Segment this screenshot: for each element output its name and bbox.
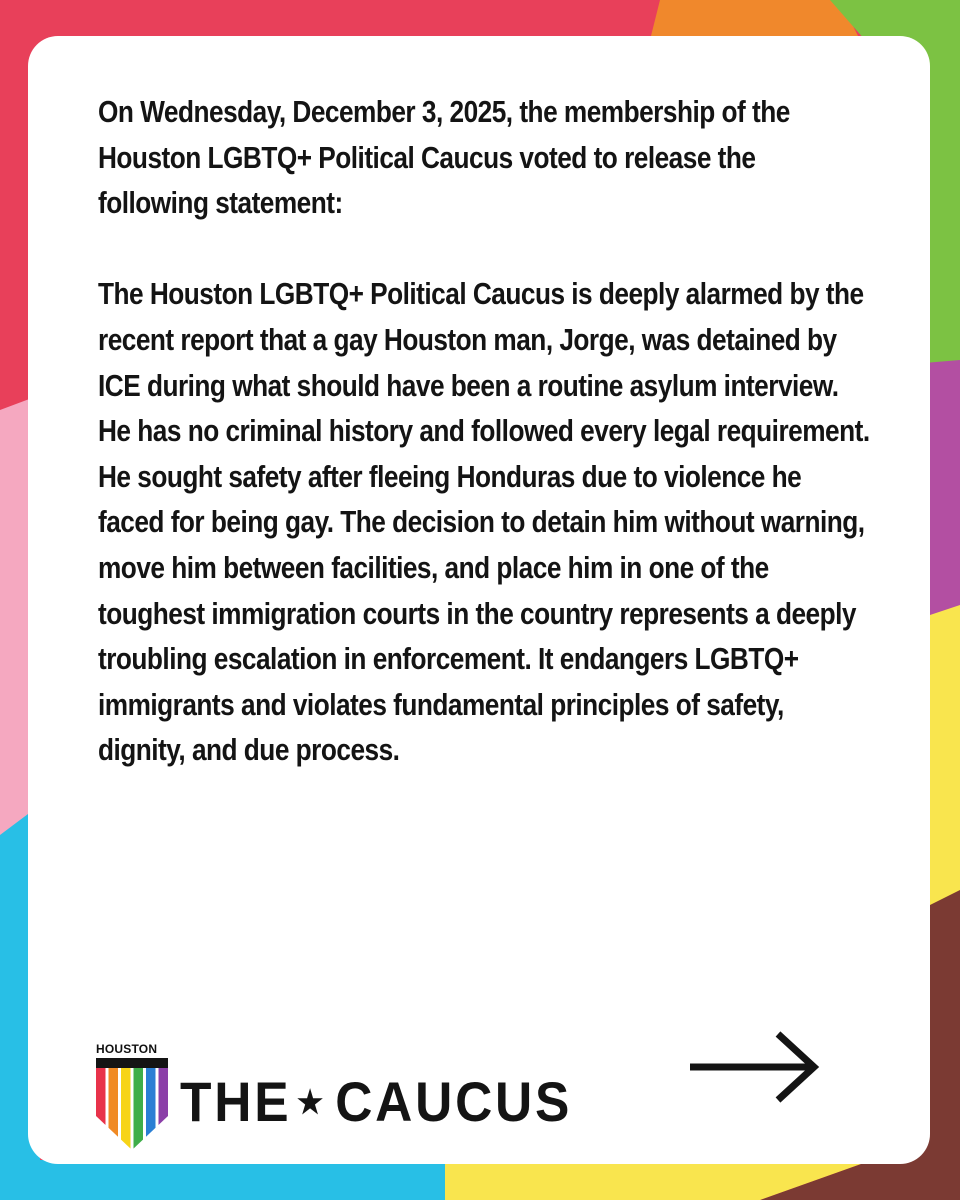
logo-wordmark — [180, 1070, 572, 1134]
shield-stripe — [134, 1058, 144, 1150]
rainbow-shield-icon — [96, 1058, 168, 1150]
statement-body: The Houston LGBTQ+ Political Caucus is deeply alarmed by the recent report that a gay Houston man, Jorge, was detained by ICE during what should have been a routine asylum interview. He has no criminal history and followed every legal requirement. He sought safety after fleeing Honduras due to violence he faced for being gay. The decision to detain him without warning, move him between facilities, and place him in one of the toughest immigration courts in the country represents a deeply troubling escalation in enforcement. It endangers LGBTQ+ immigrants and violates fundamental principles of safety, dignity, and due process. — [98, 277, 870, 768]
right-arrow-icon[interactable] — [686, 1030, 822, 1104]
shield-stripe — [96, 1058, 106, 1150]
logo-the-text: THE — [180, 1070, 292, 1133]
bg-yellow — [930, 605, 960, 915]
statement-text — [98, 90, 872, 774]
caucus-logo — [96, 1040, 573, 1150]
logo-houston-text: HOUSTON — [96, 1042, 158, 1056]
statement-intro: On Wednesday, December 3, 2025, the membership of the Houston LGBTQ+ Political Caucus voted to release the following statement: — [98, 95, 790, 221]
logo-caucus-text: CAUCUS — [335, 1070, 573, 1133]
shield-logo — [96, 1040, 168, 1152]
shield-stripe — [159, 1058, 169, 1150]
shield-stripe — [109, 1058, 119, 1150]
star-icon: ★ — [296, 1084, 326, 1120]
statement-card — [28, 36, 930, 1164]
shield-stripe — [121, 1058, 131, 1150]
shield-stripe — [146, 1058, 156, 1150]
